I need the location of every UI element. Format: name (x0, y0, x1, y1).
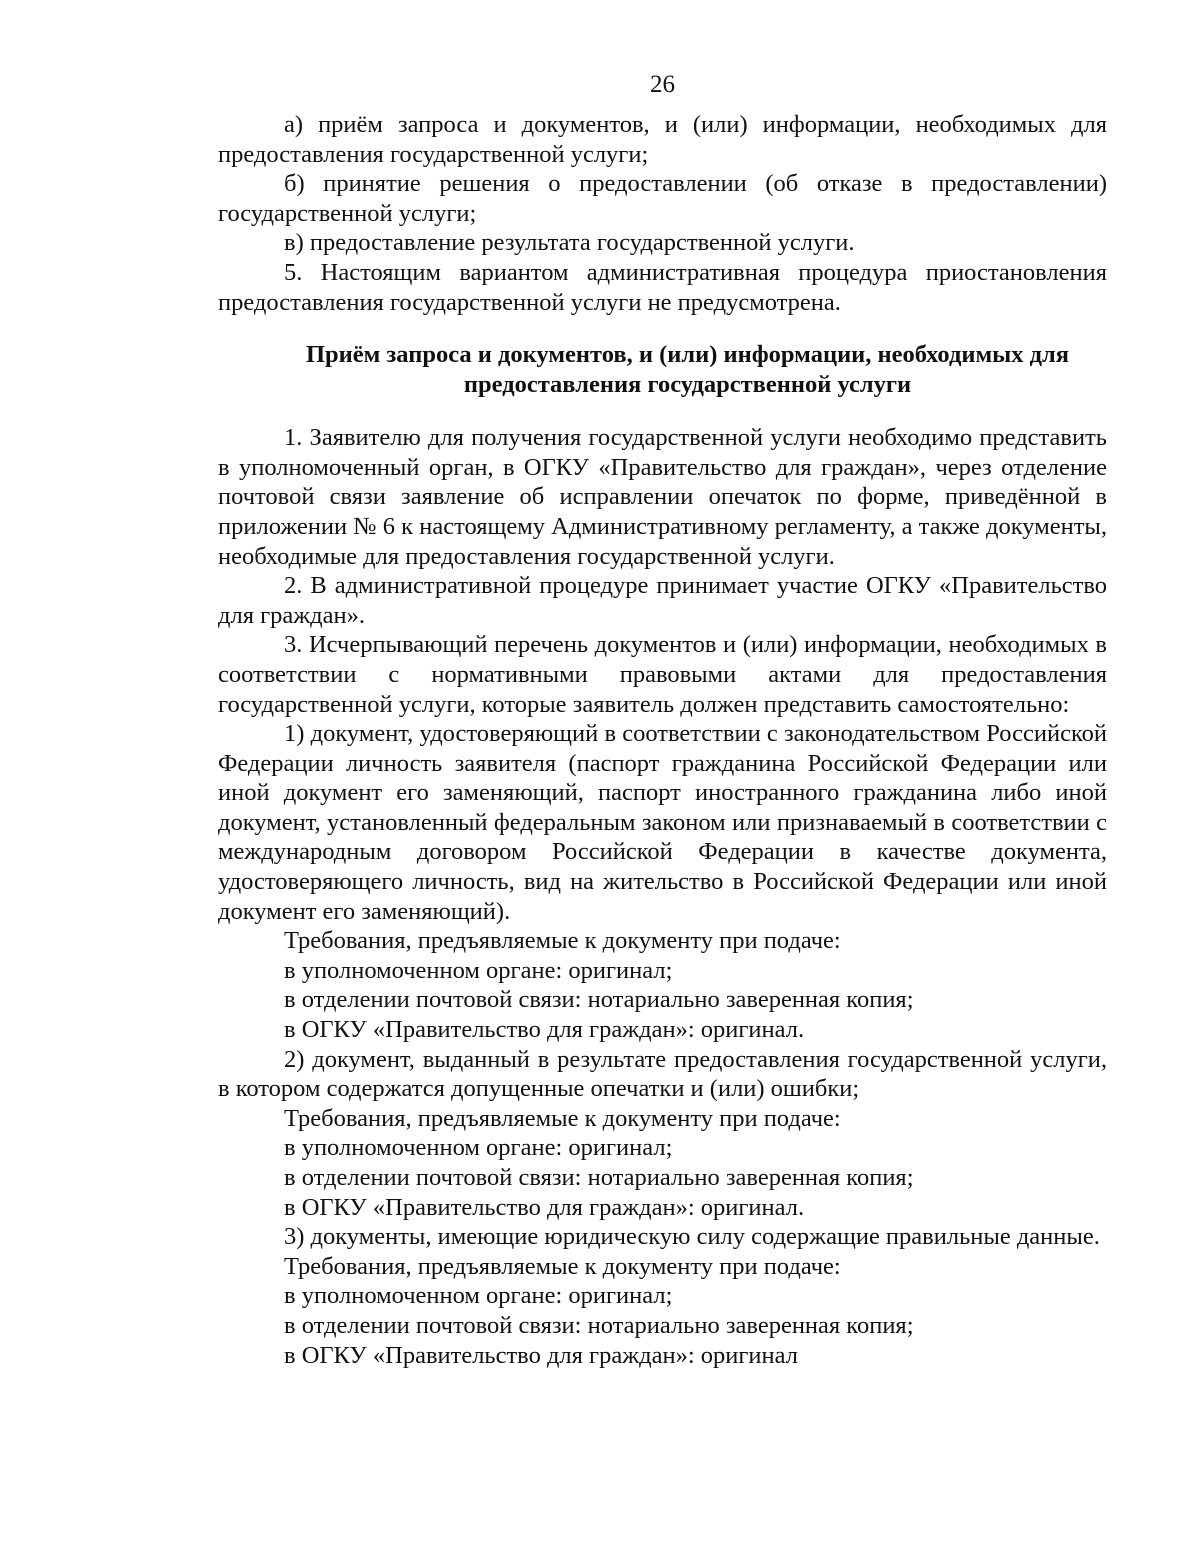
paragraph-3: 3. Исчерпывающий перечень документов и (или) информации, необходимых в соответствии с нормативными правовыми актами для предоставления государственной услуги, которые заявитель должен представить самостоятельно: (218, 631, 1107, 718)
requirement-line: в ОГКУ «Правительство для граждан»: оригинал. (284, 1016, 805, 1044)
paragraph-item-a: а) приём запроса и документов, и (или) информации, необходимых для предоставления государственной услуги; (218, 111, 1107, 168)
section-heading-line-2: предоставления государственной услуги (463, 371, 912, 399)
requirements-heading: Требования, предъявляемые к документу при подаче: (284, 927, 841, 955)
page-number: 26 (650, 71, 675, 98)
section-heading-line-1: Приём запроса и документов, и (или) информации, необходимых для (305, 341, 1070, 369)
paragraph-item-5: 5. Настоящим вариантом административная процедура приостановления предоставления государственной услуги не предусмотрена. (218, 258, 1107, 316)
requirements-heading: Требования, предъявляемые к документу при подаче: (284, 1252, 841, 1280)
requirement-line: в ОГКУ «Правительство для граждан»: оригинал (284, 1341, 798, 1369)
requirement-line: в уполномоченном органе: оригинал; (284, 1282, 673, 1310)
paragraph-item-v: в) предоставление результата государственной услуги. (284, 229, 855, 257)
list-item-2: 2) документ, выданный в результате предоставления государственной услуги, в котором содержатся допущенные опечатки и (или) ошибки; (218, 1045, 1107, 1103)
paragraph-2: 2. В административной процедуре принимает участие ОГКУ «Правительство для граждан». (218, 572, 1107, 629)
requirement-line: в уполномоченном органе: оригинал; (284, 956, 673, 984)
section-heading (218, 340, 1107, 400)
paragraph-1: 1. Заявителю для получения государственной услуги необходимо представить в уполномоченный орган, в ОГКУ «Правительство для граждан», через отделение почтовой связи заявление об исправлении опечаток по форме, приведённой в приложении № 6 к настоящему Административному регламенту, а также документы, необходимые для предоставления государственной услуги. (218, 424, 1107, 570)
requirement-line: в ОГКУ «Правительство для граждан»: оригинал. (284, 1193, 805, 1221)
list-item-1: 1) документ, удостоверяющий в соответствии с законодательством Российской Федерации личность заявителя (паспорт гражданина Российской Федерации или иной документ его заменяющий, паспорт иностранного гражданина либо иной документ, установленный федеральным законом или признаваемый в соответствии с международным договором Российской Федерации в качестве документа, удостоверяющего личность, вид на жительство в Российской Федерации или иной документ его заменяющий). (218, 720, 1107, 925)
document-page (218, 70, 1107, 1370)
requirements-heading: Требования, предъявляемые к документу при подаче: (284, 1104, 841, 1132)
list-item-3: 3) документы, имеющие юридическую силу содержащие правильные данные. (284, 1223, 1100, 1251)
paragraph-item-b: б) принятие решения о предоставлении (об отказе в предоставлении) государственной услуги; (218, 170, 1107, 227)
requirement-line: в уполномоченном органе: оригинал; (284, 1134, 673, 1162)
requirement-line: в отделении почтовой связи: нотариально заверенная копия; (284, 986, 914, 1014)
requirement-line: в отделении почтовой связи: нотариально заверенная копия; (284, 1164, 914, 1191)
requirement-line: в отделении почтовой связи: нотариально заверенная копия; (284, 1311, 914, 1339)
